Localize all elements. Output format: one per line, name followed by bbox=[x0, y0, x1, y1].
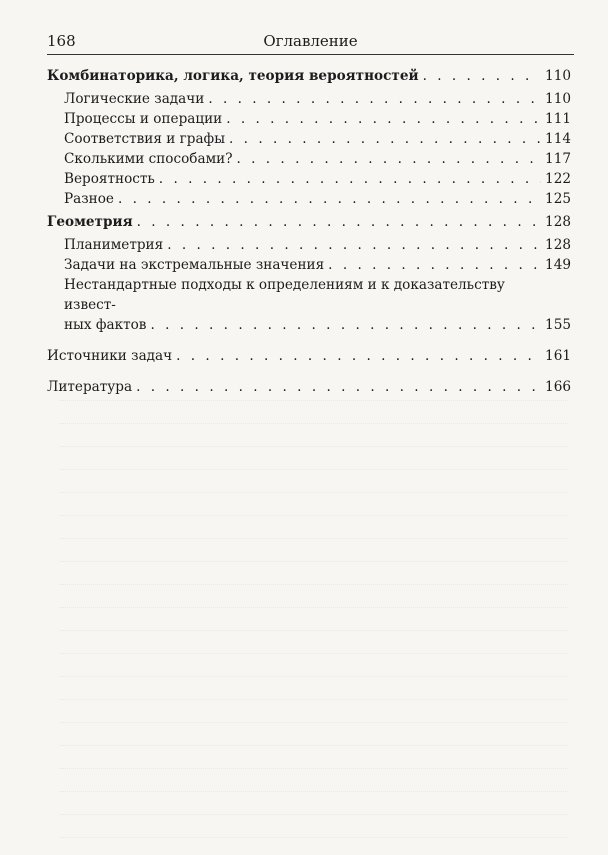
dot-leader bbox=[176, 346, 541, 366]
toc-page: 114 bbox=[545, 131, 571, 147]
toc-item-label: Литература bbox=[47, 379, 133, 395]
dot-leader bbox=[150, 315, 541, 335]
dot-leader bbox=[167, 235, 541, 255]
toc-literature[interactable] bbox=[47, 377, 571, 397]
dot-leader bbox=[136, 377, 541, 397]
toc-item-label: Соответствия и графы bbox=[64, 131, 226, 147]
dot-leader bbox=[423, 66, 541, 86]
toc-page: 110 bbox=[545, 91, 571, 107]
toc-page: 117 bbox=[545, 151, 571, 167]
toc-item[interactable] bbox=[47, 189, 571, 209]
page-number: 168 bbox=[47, 32, 76, 50]
toc-item[interactable] bbox=[47, 235, 571, 255]
toc-page: 122 bbox=[545, 171, 571, 187]
toc-page: 125 bbox=[545, 191, 571, 207]
toc-sources[interactable] bbox=[47, 346, 571, 366]
toc-page: 166 bbox=[545, 379, 571, 395]
toc-item-label: Задачи на экстремальные значения bbox=[64, 257, 325, 273]
running-title: Оглавление bbox=[263, 32, 358, 50]
toc-page: 149 bbox=[545, 257, 571, 273]
toc-item[interactable] bbox=[47, 109, 571, 129]
toc-item-label-line1: Нестандартные подходы к определениям и к доказательству извест- bbox=[64, 277, 505, 313]
toc-item-label: Логические задачи bbox=[64, 91, 205, 107]
toc-page: 128 bbox=[545, 237, 571, 253]
toc-item[interactable] bbox=[47, 89, 571, 109]
dot-leader bbox=[237, 149, 542, 169]
toc-page: 110 bbox=[545, 68, 571, 84]
table-of-contents bbox=[47, 66, 571, 397]
toc-item-label: Сколькими способами? bbox=[64, 151, 233, 167]
dot-leader bbox=[137, 212, 541, 232]
toc-section-geometry[interactable] bbox=[47, 212, 571, 232]
page-header bbox=[47, 28, 574, 55]
toc-page: 128 bbox=[545, 214, 571, 230]
toc-item[interactable] bbox=[47, 149, 571, 169]
dot-leader bbox=[208, 89, 541, 109]
toc-section-title: Геометрия bbox=[47, 214, 133, 230]
toc-item-label: Планиметрия bbox=[64, 237, 164, 253]
dot-leader bbox=[159, 169, 541, 189]
show-through-texture bbox=[60, 380, 568, 855]
toc-item[interactable] bbox=[47, 255, 571, 275]
toc-item-label: Вероятность bbox=[64, 171, 155, 187]
toc-section-combinatorics[interactable] bbox=[47, 66, 571, 86]
toc-item[interactable] bbox=[47, 169, 571, 189]
toc-page: 111 bbox=[545, 111, 571, 127]
toc-item-label-line2: ных фактов bbox=[64, 317, 147, 333]
dot-leader bbox=[226, 109, 541, 129]
toc-item-label: Процессы и операции bbox=[64, 111, 223, 127]
dot-leader bbox=[229, 129, 541, 149]
toc-item-nonstandard[interactable] bbox=[47, 275, 571, 335]
dot-leader bbox=[328, 255, 541, 275]
dot-leader bbox=[118, 189, 541, 209]
toc-item-label: Разное bbox=[64, 191, 114, 207]
toc-page: 155 bbox=[545, 317, 571, 333]
toc-item[interactable] bbox=[47, 129, 571, 149]
toc-page: 161 bbox=[545, 348, 571, 364]
toc-section-title: Комбинаторика, логика, теория вероятностей bbox=[47, 68, 419, 84]
toc-item-label: Источники задач bbox=[47, 348, 173, 364]
